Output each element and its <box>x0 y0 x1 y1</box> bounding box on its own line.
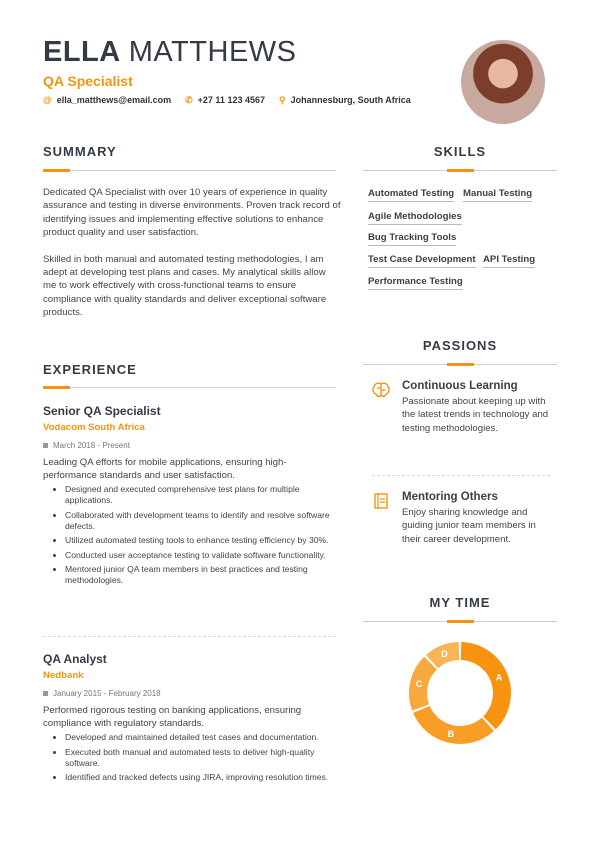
passion-title: Mentoring Others <box>402 491 498 503</box>
job-divider <box>43 636 336 637</box>
accent-bar <box>447 363 474 366</box>
donut-label: B <box>447 728 455 739</box>
brain-icon <box>372 382 390 398</box>
job-dates <box>43 441 338 450</box>
accent-bar <box>447 620 474 623</box>
passions-heading: PASSIONS <box>422 338 498 353</box>
accent-bar <box>43 386 70 389</box>
location: Johannesburg, South Africa <box>290 95 411 105</box>
email[interactable]: ella_matthews@email.com <box>56 95 172 105</box>
job-description: Leading QA efforts for mobile applications, ensuring high-performance standards and user satisfaction. <box>43 457 287 481</box>
contact-info <box>43 95 411 106</box>
divider <box>43 387 336 388</box>
donut-slice-c <box>409 657 437 711</box>
donut-label: A <box>495 672 503 683</box>
profile-photo <box>461 40 545 124</box>
skill-tag: API Testing <box>483 254 535 268</box>
location-pin-icon: ⚲ <box>278 95 286 105</box>
job-entry <box>43 404 338 590</box>
skill-tag: Bug Tracking Tools <box>368 232 456 246</box>
passion-item <box>372 380 552 435</box>
skill-tag: Test Case Development <box>368 254 476 268</box>
at-icon: @ <box>43 95 52 105</box>
passion-item <box>372 491 552 546</box>
skills-heading: SKILLS <box>433 144 487 159</box>
accent-bar <box>447 169 474 172</box>
phone[interactable]: +27 11 123 4567 <box>197 95 265 105</box>
experience-heading: EXPERIENCE <box>43 362 137 377</box>
summary-text <box>43 186 341 320</box>
calendar-icon <box>43 691 48 696</box>
job-dates <box>43 689 338 698</box>
last-name: MATTHEWS <box>128 36 297 68</box>
job-bullet: • Conducted user acceptance testing to validate software functionality. <box>65 550 338 561</box>
donut-label: C <box>415 678 423 689</box>
donut-slice-a <box>461 642 511 729</box>
passion-title: Continuous Learning <box>402 380 518 392</box>
job-bullet: • Collaborated with development teams to identify and resolve software defects. <box>65 510 338 532</box>
my-time-donut-chart <box>400 633 520 753</box>
company-name: Nedbank <box>43 670 84 681</box>
job-bullet: • Mentored junior QA team members in best practices and testing methodologies. <box>65 564 338 586</box>
accent-bar <box>43 169 70 172</box>
job-title: QA Specialist <box>43 73 133 89</box>
job-description: Performed rigorous testing on banking applications, ensuring compliance with regulatory standards. <box>43 705 302 729</box>
summary-heading: SUMMARY <box>43 144 117 159</box>
phone-icon: ✆ <box>185 95 193 105</box>
job-entry <box>43 652 338 787</box>
job-position: Senior QA Specialist <box>43 404 161 418</box>
dates-text: January 2015 - February 2018 <box>53 689 161 698</box>
donut-label: D <box>441 648 448 659</box>
divider <box>43 170 336 171</box>
first-name: ELLA <box>43 36 121 68</box>
job-bullet: • Utilized automated testing tools to enhance testing efficiency by 30%. <box>65 535 338 546</box>
job-bullet: • Executed both manual and automated tests to deliver high-quality software. <box>65 747 338 769</box>
summary-paragraph: Dedicated QA Specialist with over 10 years of experience in quality assurance and testing in diverse environments. Proven track record of identifying issues and implementing effective solutions to enhance product quality and user satisfaction. <box>43 187 341 239</box>
job-position: QA Analyst <box>43 652 107 666</box>
dates-text: March 2018 - Present <box>53 441 130 450</box>
skill-tag: Agile Methodologies <box>368 211 462 225</box>
my-time-heading: MY TIME <box>429 595 491 610</box>
summary-paragraph: Skilled in both manual and automated testing methodologies, I am adept at developing test plans and cases. My analytical skills allow me to work effectively with cross-functional teams to ensure compliance with quality standards and deliver exceptional software products. <box>43 253 327 319</box>
skill-tag: Performance Testing <box>368 276 463 290</box>
skill-tag: Manual Testing <box>463 188 532 202</box>
passion-description: Passionate about keeping up with the latest trends in technology and testing methodologies. <box>402 396 549 434</box>
candidate-name <box>43 36 297 69</box>
job-bullet: • Identified and tracked defects using JIRA, improving resolution times. <box>65 772 338 783</box>
skill-tag: Automated Testing <box>368 188 454 202</box>
job-bullet: • Designed and executed comprehensive test plans for multiple applications. <box>65 484 338 506</box>
job-bullet: • Developed and maintained detailed test cases and documentation. <box>65 732 338 743</box>
company-name: Vodacom South Africa <box>43 422 145 433</box>
passion-divider <box>372 475 550 476</box>
calendar-icon <box>43 443 48 448</box>
book-icon <box>372 493 390 509</box>
passion-description: Enjoy sharing knowledge and guiding junior team members in their career development. <box>402 507 536 545</box>
